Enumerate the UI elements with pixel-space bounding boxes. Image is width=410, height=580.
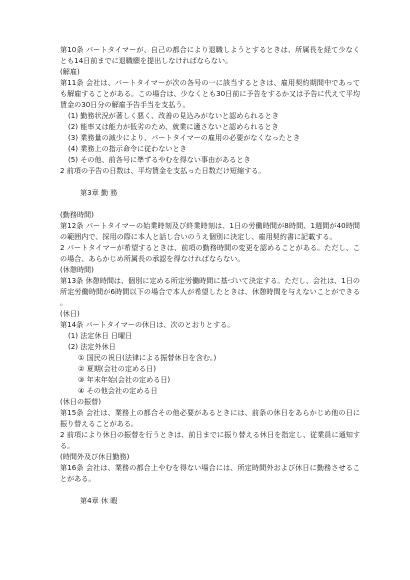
article-11: 第11条 会社は、パートタイマーが次の各号の一に該当するときは、雇用契約期間中であっても解雇することがある。この場合は、少なくとも30日前に予告をするか又は予告に代えて平均賃金の30日分の解雇予告手当を支払う。 — [60, 78, 360, 109]
article-11-item: (4) 業務上の指示命令に従わないとき — [68, 144, 187, 153]
article-15-para-2: 2 前項により休日の振替を行うときは、前日までに振り替える休日を指定し、従業員に通知する。 — [60, 430, 360, 450]
article-11-item: (1) 勤務状況が著しく悪く、改善の見込みがないと認められるとき — [68, 111, 279, 120]
article-14: 第14条 パートタイマーの休日は、次のとおりとする。 — [60, 320, 235, 329]
article-14-subitem: ③ 年末年始(会社の定める日) — [78, 375, 171, 384]
article-11-item: (2) 能率又は能力が低劣のため、就業に適さないと認められるとき — [68, 122, 279, 131]
article-11-item: (3) 業務量の減少により、パートタイマーの雇用の必要がなくなったとき — [68, 133, 301, 142]
heading-break-time: (休憩時間) — [60, 265, 94, 274]
article-13: 第13条 休憩時間は、個別に定める所定労働時間に基づいて決定する。ただし、会社は、1日の所定労働時間が6時間以下の場合で本人が希望したときは、休憩時間を与えないことができる。 — [60, 276, 360, 307]
chapter-3-heading: 第3章 勤 務 — [80, 188, 118, 197]
article-14-item: (1) 法定休日 日曜日 — [68, 331, 133, 340]
article-11-item: (5) その他、前各号に準ずるやむを得ない事由があるとき — [68, 155, 251, 164]
heading-working-hours: (勤務時間) — [60, 210, 94, 219]
heading-dismissal: (解雇) — [60, 67, 80, 76]
article-14-item: (2) 法定外休日 — [68, 342, 116, 351]
heading-overtime: (時間外及び休日勤務) — [60, 452, 130, 461]
article-11-para-2: 2 前項の予告の日数は、平均賃金を支払った日数だけ短縮する。 — [60, 166, 266, 175]
article-14-subitem: ② 夏期(会社の定める日) — [78, 364, 156, 373]
chapter-4-heading: 第4章 休 暇 — [80, 496, 118, 505]
article-14-subitem: ① 国民の祝日(法律による振替休日を含む。) — [78, 353, 217, 362]
article-12-para-2: 2 パートタイマーが希望するときは、前項の勤務時間の変更を認めることがある。ただし、この場合、あらかじめ所属長の承認を得なければならない。 — [60, 243, 360, 263]
document-body — [60, 44, 360, 517]
article-14-subitem: ④ その他会社の定める日 — [78, 386, 158, 395]
heading-holidays: (休日) — [60, 309, 80, 318]
article-12: 第12条 パートタイマーの始業時刻及び終業時刻は、1日の労働時間が8時間、1週間が40時間の範囲内で、採用の際に本人と話し合いのうえ個別に決定し、雇用契約書に記載する。 — [60, 221, 360, 241]
heading-holiday-substitution: (休日の振替) — [60, 397, 102, 406]
article-10: 第10条 パートタイマーが、自己の都合により退職しようとするときは、所属長を経て少なくとも14日前までに退職願を提出しなければならない。 — [60, 45, 360, 65]
article-16: 第16条 会社は、業務の都合上やむを得ない場合には、所定時間外および休日に勤務させることがある。 — [60, 463, 360, 483]
article-15: 第15条 会社は、業務上の都合その他必要があるときには、前条の休日をあらかじめ他の日に振り替えることがある。 — [60, 408, 360, 428]
